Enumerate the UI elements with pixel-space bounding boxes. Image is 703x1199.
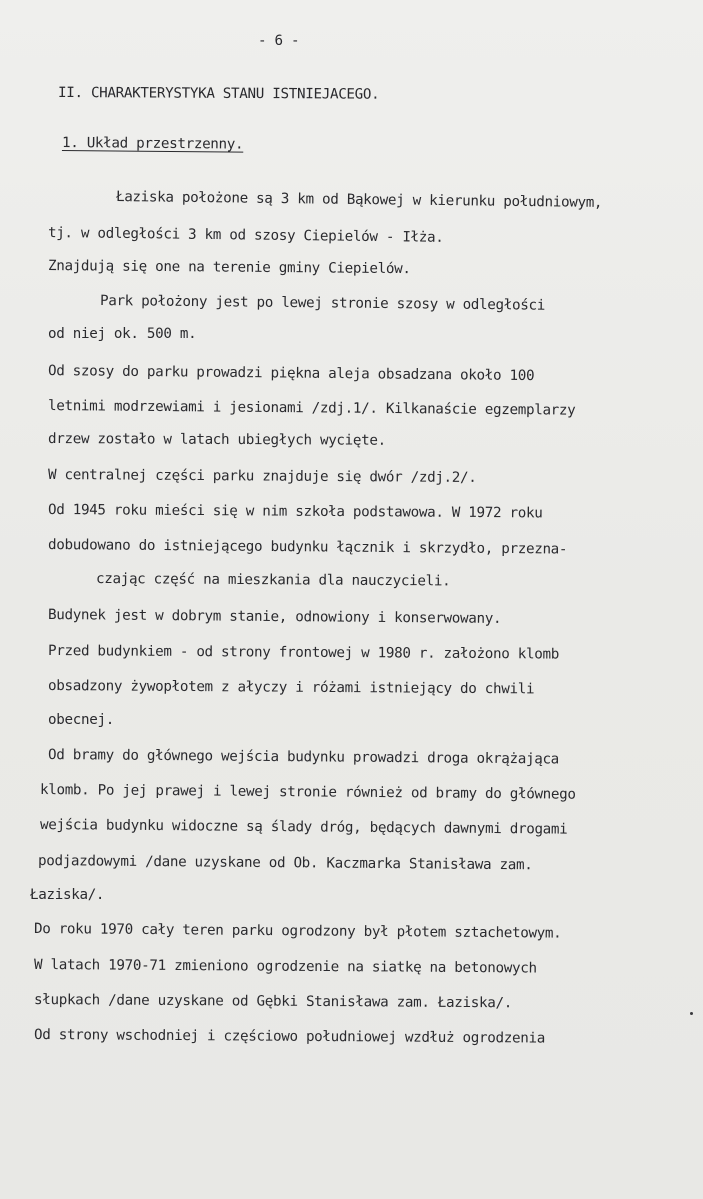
text-line: Przed budynkiem - od strony frontowej w 1980 r. założono klomb	[47, 643, 560, 663]
text-line: Od szosy do parku prowadzi piękna aleja obsadzana około 100	[47, 363, 535, 385]
text-line: Od 1945 roku mieści się w nim szkoła podstawowa. W 1972 roku	[47, 502, 543, 522]
text-line: W latach 1970-71 zmieniono ogrodzenie na siatkę na betonowych	[33, 957, 537, 977]
text-line: Łaziska położone są 3 km od Bąkowej w kierunku południowym,	[115, 189, 603, 211]
page-number: - 6 -	[258, 33, 300, 49]
text-line: Od strony wschodniej i częściowo południowej wzdłuż ogrodzenia	[33, 1027, 546, 1047]
text-line: słupkach /dane uzyskane od Gębki Stanisława zam. Łaziska/.	[33, 992, 513, 1012]
text-line: podjazdowymi /dane uzyskane od Ob. Kaczmarka Stanisława zam.	[37, 853, 533, 874]
ink-speck	[690, 1012, 693, 1015]
text-line: dobudowano do istniejącego budynku łącznik i skrzydło, przezna-	[47, 537, 568, 558]
text-line: obecnej.	[48, 712, 114, 728]
text-line: czając część na mieszkania dla nauczycieli.	[95, 571, 451, 590]
text-line: Od bramy do głównego wejścia budynku prowadzi droga okrążająca	[47, 747, 560, 768]
text-line: obsadzony żywopłotem z ałyczy i różami istniejący do chwili	[47, 678, 535, 698]
text-line: W centralnej części parku znajduje się dwór /zdj.2/.	[47, 467, 477, 486]
text-line: Do roku 1970 cały teren parku ogrodzony był płotem sztachetowym.	[33, 921, 562, 942]
text-line: Łaziska/.	[30, 887, 105, 903]
text-line: letnimi modrzewiami i jesionami /zdj.1/. Kilkanaście egzemplarzy	[47, 398, 576, 419]
text-line: Znajdują się one na terenie gminy Ciepielów.	[47, 258, 411, 278]
text-line: klomb. Po jej prawej i lewej stronie również od bramy do głównego	[39, 782, 576, 803]
text-line: wejścia budynku widoczne są ślady dróg, będących dawnymi drogami	[39, 817, 568, 838]
section-heading: II. CHARAKTERYSTYKA STANU ISTNIEJACEGO.	[57, 85, 380, 103]
text-line: drzew zostało w latach ubiegłych wycięte.	[47, 431, 386, 449]
subsection-heading: 1. Układ przestrzenny.	[61, 135, 244, 153]
text-line: Park położony jest po lewej stronie szosy w odległości	[99, 293, 546, 314]
text-line: tj. w odległości 3 km od szosy Ciepielów - Iłża.	[47, 225, 444, 246]
text-line: od niej ok. 500 m.	[48, 326, 197, 342]
text-line: Budynek jest w dobrym stanie, odnowiony i konserwowany.	[47, 607, 502, 627]
